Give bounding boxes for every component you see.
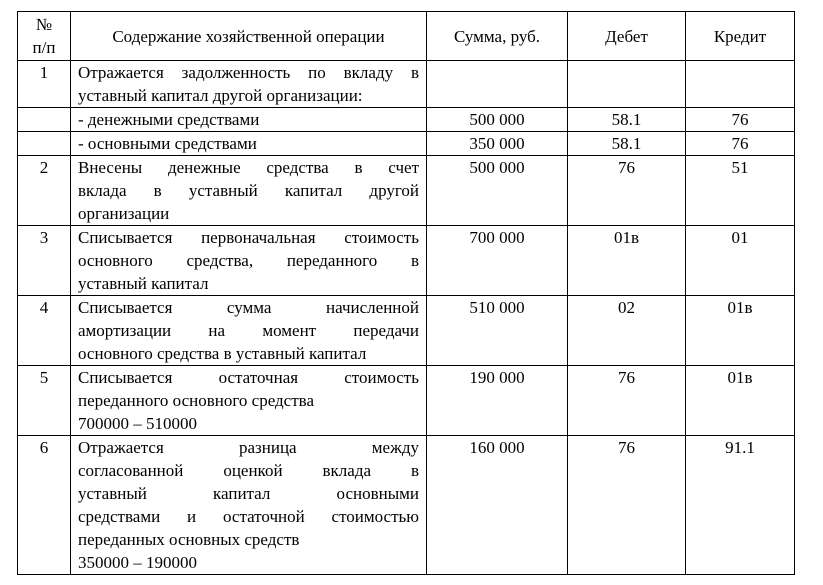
row-description: - денежными средствами bbox=[71, 108, 427, 132]
row-number bbox=[18, 132, 71, 156]
row-description: Внесены денежные средства в счет вклада в уставный капитал другой организации bbox=[71, 156, 427, 226]
header-credit: Кредит bbox=[686, 12, 795, 61]
row-number: 2 bbox=[18, 156, 71, 226]
row-description: - основными средствами bbox=[71, 132, 427, 156]
row-debit: 58.1 bbox=[568, 132, 686, 156]
row-number: 1 bbox=[18, 61, 71, 108]
row-credit: 01 bbox=[686, 226, 795, 296]
row-debit: 02 bbox=[568, 296, 686, 366]
row-credit: 91.1 bbox=[686, 436, 795, 575]
table-header-row bbox=[18, 12, 795, 61]
header-debit: Дебет bbox=[568, 12, 686, 61]
row-amount: 500 000 bbox=[427, 108, 568, 132]
table-row bbox=[18, 296, 795, 366]
header-number: № п/п bbox=[18, 12, 71, 61]
row-description: Списывается первоначальная стоимость основного средства, переданного в уставный капитал bbox=[71, 226, 427, 296]
row-debit: 01в bbox=[568, 226, 686, 296]
row-description: Отражается разница между согласованной оценкой вклада в уставный капитал основными средствами и остаточной стоимостью переданных основных средств 350000 – 190000 bbox=[71, 436, 427, 575]
table-row bbox=[18, 436, 795, 575]
table-row bbox=[18, 226, 795, 296]
row-description: Списывается сумма начисленной амортизации на момент передачи основного средства в уставный капитал bbox=[71, 296, 427, 366]
row-description: Списывается остаточная стоимость переданного основного средства 700000 – 510000 bbox=[71, 366, 427, 436]
table-row bbox=[18, 366, 795, 436]
row-number: 6 bbox=[18, 436, 71, 575]
row-debit: 76 bbox=[568, 156, 686, 226]
row-number: 5 bbox=[18, 366, 71, 436]
row-amount bbox=[427, 61, 568, 108]
row-debit: 58.1 bbox=[568, 108, 686, 132]
row-credit: 51 bbox=[686, 156, 795, 226]
row-amount: 160 000 bbox=[427, 436, 568, 575]
table-row bbox=[18, 108, 795, 132]
row-amount: 190 000 bbox=[427, 366, 568, 436]
header-description: Содержание хозяйственной операции bbox=[71, 12, 427, 61]
row-amount: 700 000 bbox=[427, 226, 568, 296]
table-row bbox=[18, 156, 795, 226]
operations-table bbox=[17, 11, 795, 575]
row-number: 3 bbox=[18, 226, 71, 296]
row-credit: 01в bbox=[686, 296, 795, 366]
header-amount: Сумма, руб. bbox=[427, 12, 568, 61]
row-debit: 76 bbox=[568, 366, 686, 436]
table-row bbox=[18, 61, 795, 108]
row-debit bbox=[568, 61, 686, 108]
row-credit: 76 bbox=[686, 132, 795, 156]
row-credit bbox=[686, 61, 795, 108]
table-row bbox=[18, 132, 795, 156]
row-credit: 01в bbox=[686, 366, 795, 436]
row-debit: 76 bbox=[568, 436, 686, 575]
row-credit: 76 bbox=[686, 108, 795, 132]
row-description: Отражается задолженность по вкладу в уставный капитал другой организации: bbox=[71, 61, 427, 108]
row-amount: 350 000 bbox=[427, 132, 568, 156]
row-number: 4 bbox=[18, 296, 71, 366]
row-amount: 500 000 bbox=[427, 156, 568, 226]
row-amount: 510 000 bbox=[427, 296, 568, 366]
row-number bbox=[18, 108, 71, 132]
